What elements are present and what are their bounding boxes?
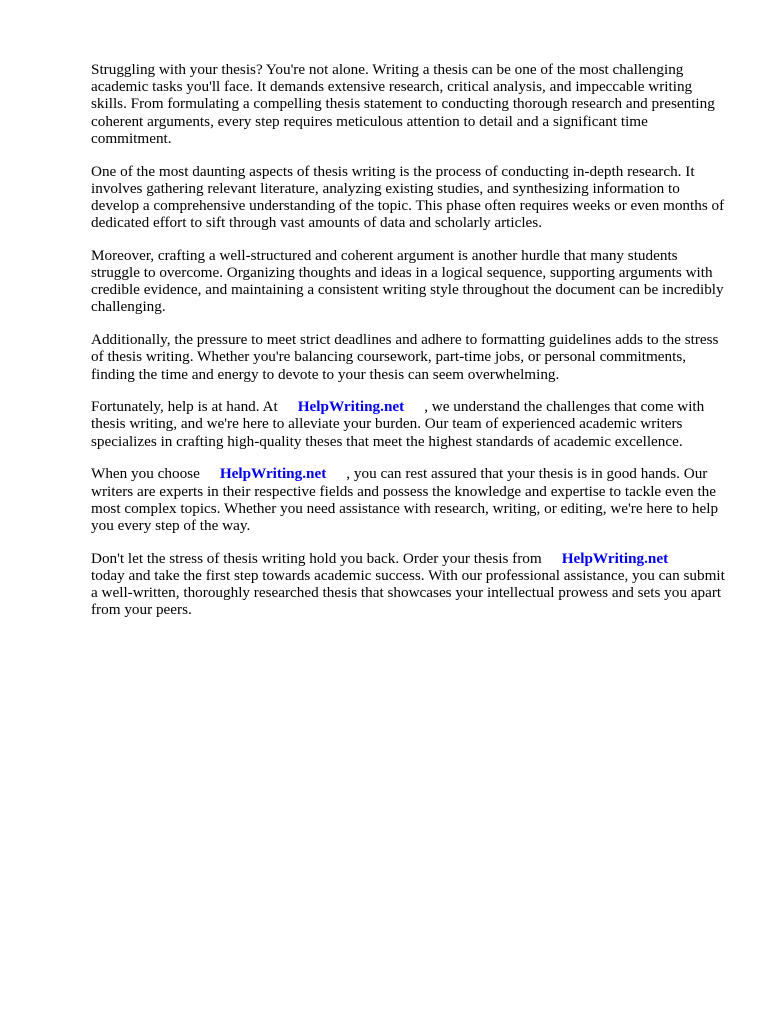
paragraph-argument: Moreover, crafting a well-structured and coherent argument is another hurdle that many students struggle to overcome. Organizing thoughts and ideas in a logical sequence, supporting arguments with credible evidence, and maintaining a consistent writing style throughout the document can be incredibly challenging. — [91, 246, 724, 316]
document-body — [91, 61, 727, 634]
paragraph-research: One of the most daunting aspects of thesis writing is the process of conducting in-depth research. It involves gathering relevant literature, analyzing existing studies, and synthesizing information to develop a comprehensive understanding of the topic. This phase often requires weeks or even months of dedicated effort to sift through vast amounts of data and scholarly articles. — [91, 162, 725, 232]
paragraph-order-lead: Don't let the stress of thesis writing hold you back. Order your thesis from — [91, 549, 542, 567]
paragraph-order-rest: today and take the first step towards academic success. With our professional assistance, you can submit a well-written, thoroughly researched thesis that showcases your intellectual prowess and sets you apart from your peers. — [91, 566, 725, 619]
helpwriting-link[interactable]: HelpWriting.net — [561, 549, 669, 567]
paragraph-help — [91, 398, 727, 450]
paragraph-intro: Struggling with your thesis? You're not alone. Writing a thesis can be one of the most challenging academic tasks you'll face. It demands extensive research, critical analysis, and impeccable writing skills. From formulating a compelling thesis statement to conducting thorough research and presenting coherent arguments, every step requires meticulous attention to detail and a significant time commitment. — [91, 61, 715, 147]
paragraph-choose-lead: When you choose — [91, 465, 200, 483]
paragraph-help-lead: Fortunately, help is at hand. At — [91, 398, 278, 416]
paragraph-choose-rest: , you can rest assured that your thesis is in good hands. Our writers are experts in their respective fields and possess the knowledge and expertise to tackle even the most complex topics. Whether you need assistance with research, writing, or editing, we're here to help you every step of the way. — [91, 465, 719, 534]
paragraph-deadlines: Additionally, the pressure to meet strict deadlines and adhere to formatting guidelines adds to the stress of thesis writing. Whether you're balancing coursework, part-time jobs, or personal commitments, finding the time and energy to devote to your thesis can seem overwhelming. — [91, 331, 719, 383]
helpwriting-link[interactable]: HelpWriting.net — [219, 465, 327, 483]
paragraph-choose — [91, 465, 727, 534]
paragraph-help-rest: , we understand the challenges that come with thesis writing, and we're here to alleviate your burden. Our team of experienced academic writers specializes in crafting high-quality theses that meet the highest standards of academic excellence. — [91, 398, 705, 450]
paragraph-order — [91, 550, 727, 619]
helpwriting-link[interactable]: HelpWriting.net — [297, 398, 405, 416]
